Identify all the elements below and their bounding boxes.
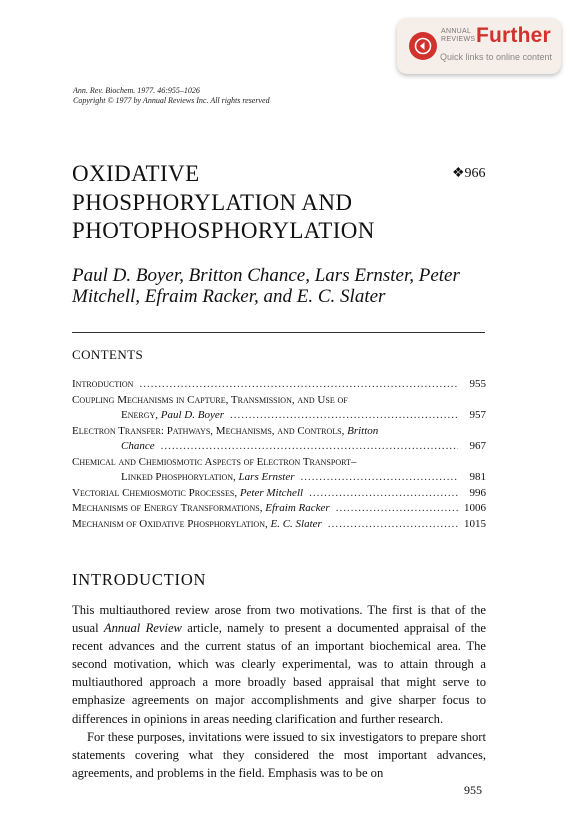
toc-entry-coupling-cont[interactable] — [72, 408, 486, 424]
badge-annual-reviews — [441, 28, 475, 44]
toc-page-number: 981 — [469, 471, 486, 483]
journal-name-emphasis: Annual Review — [103, 621, 182, 636]
toc-leader — [230, 408, 458, 424]
toc-entry-title — [121, 408, 224, 424]
contents-heading: CONTENTS — [72, 347, 144, 362]
toc-entry-vectorial[interactable] — [72, 486, 486, 502]
toc-leader — [139, 377, 458, 393]
article-title — [72, 160, 375, 246]
article-number-marker: ❖966 — [452, 166, 486, 181]
title-line-1: OXIDATIVE — [72, 161, 200, 186]
paragraph-1 — [72, 601, 486, 728]
paragraph-1-end: article, namely to present a documented appraisal of the recent advances and the current status of an important biochemical area. The second motivation, which was clearly experimental, was to attain through a multiauthored approach a more broadly based appraisal that might serve to emphasize agreements on major accomplishments and give sharper focus to differences in opinions in areas needing clarification and further research. — [72, 621, 486, 726]
badge-annual-label: ANNUAL — [441, 28, 472, 35]
toc-entry-electron-transfer[interactable] — [72, 424, 486, 440]
toc-leader — [300, 470, 458, 486]
toc-entry-title: Introduction — [72, 378, 134, 390]
toc-entry-chemiosmotic-aspects[interactable] — [72, 455, 486, 471]
toc-entry-author: Lars Ernster — [238, 471, 295, 483]
toc-page-number: 996 — [469, 486, 486, 499]
toc-leader — [161, 439, 458, 455]
divider-rule — [72, 332, 485, 333]
toc-leader — [309, 486, 458, 502]
section-heading-introduction: INTRODUCTION — [72, 570, 207, 589]
toc-entry-text: Vectorial Chemiosmotic Processes, — [72, 486, 238, 499]
author-line-2: Mitchell, Efraim Racker, and E. C. Slater — [72, 286, 386, 307]
toc-entry-coupling[interactable] — [72, 393, 486, 409]
toc-page-number: 1015 — [464, 517, 486, 530]
citation-journal: Ann. Rev. Biochem. 1977. 46:955–1026 — [73, 86, 200, 95]
toc-entry-text: Linked Phosphorylation, — [121, 471, 236, 483]
toc-page-number: 955 — [469, 378, 486, 390]
title-line-2: PHOSPHORYLATION AND — [72, 189, 353, 215]
toc-page-number: 957 — [469, 409, 486, 421]
toc-entry-text: Mechanism of Oxidative Phosphorylation, — [72, 517, 268, 530]
toc-entry-text: Electron Transfer: Pathways, Mechanisms, and Controls, — [72, 424, 345, 437]
toc-entry-title — [72, 424, 378, 440]
introduction-body — [72, 601, 486, 782]
toc-entry-introduction[interactable] — [72, 377, 486, 393]
toc-entry-text: Mechanisms of Energy Transformations, — [72, 502, 263, 514]
toc-leader — [328, 517, 458, 533]
toc-entry-title — [72, 517, 322, 533]
toc-entry-oxidative-phosphorylation[interactable] — [72, 517, 486, 533]
toc-entry-title: Coupling Mechanisms in Capture, Transmission, and Use of — [72, 393, 348, 406]
toc-entry-title — [72, 486, 303, 502]
toc-entry-author: E. C. Slater — [270, 517, 322, 530]
paragraph-2: For these purposes, invitations were issued to six investigators to prepare short statements covering what they considered the most important advances, agreements, and problems in the field. Emphasis was to be on — [72, 729, 486, 780]
toc-entry-title — [121, 439, 155, 455]
toc-entry-author: Britton — [347, 424, 379, 437]
toc-entry-title — [121, 470, 294, 486]
author-list — [72, 265, 492, 307]
citation — [73, 86, 270, 106]
page-number: 955 — [464, 783, 482, 797]
title-line-3: PHOTOPHOSPHORYLATION — [72, 218, 375, 243]
further-logo-icon — [409, 32, 437, 60]
toc-page-number: 967 — [469, 440, 486, 452]
toc-entry-title: Chemical and Chemiosmotic Aspects of Electron Transport– — [72, 455, 357, 468]
toc-entry-chemiosmotic-aspects-cont[interactable] — [72, 470, 486, 486]
toc-page-number: 1006 — [464, 502, 486, 514]
toc-entry-author: Paul D. Boyer — [160, 409, 225, 421]
paragraph-1-start: This multiauthored review arose from two motivations. The first is that of the usual — [72, 603, 486, 636]
further-badge[interactable] — [397, 18, 561, 74]
toc-entry-energy-transformations[interactable] — [72, 501, 486, 517]
toc-entry-author: Peter Mitchell — [239, 486, 304, 499]
toc-entry-electron-transfer-cont[interactable] — [72, 439, 486, 455]
toc-entry-title — [72, 501, 330, 517]
author-line-1: Paul D. Boyer, Britton Chance, Lars Ernster, Peter — [72, 265, 460, 286]
toc-entry-author: Chance — [121, 440, 155, 452]
table-of-contents — [72, 377, 486, 532]
toc-entry-author: Efraim Racker — [265, 502, 330, 514]
badge-reviews-label: REVIEWS — [441, 36, 476, 43]
citation-copyright: Copyright © 1977 by Annual Reviews Inc. All rights reserved — [73, 96, 270, 105]
toc-leader — [336, 501, 458, 517]
toc-entry-text: Energy, — [121, 409, 159, 421]
badge-further-label: Further — [476, 24, 551, 47]
badge-tagline: Quick links to online content — [440, 52, 553, 62]
